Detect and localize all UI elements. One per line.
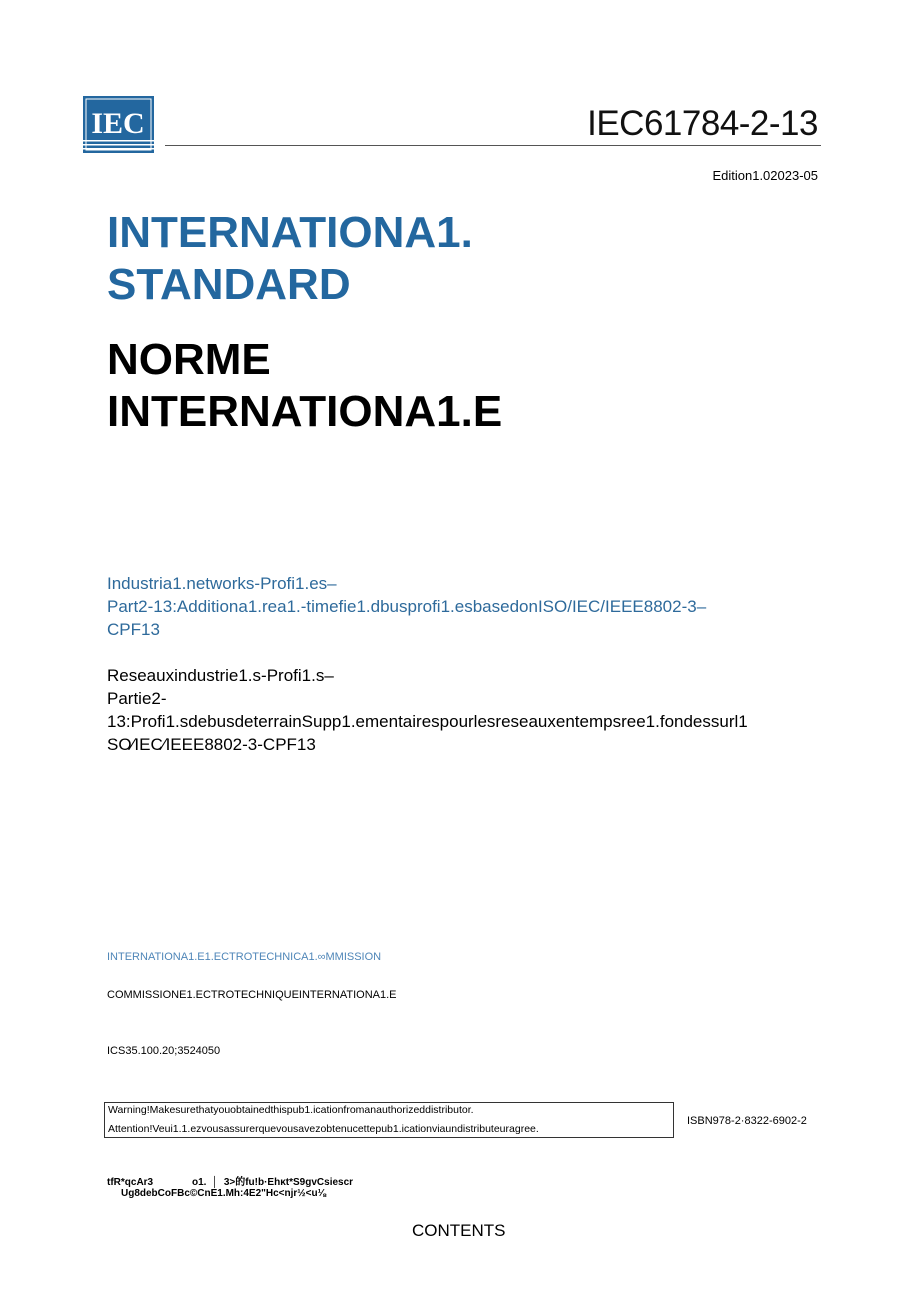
isbn-number: ISBN978-2·8322-6902-2 <box>687 1115 807 1127</box>
title-english <box>107 207 473 311</box>
logo-text: IEC <box>91 107 145 140</box>
subtitle-fr-line-3: 13:Profi1.sdebusdeterrainSupp1.ementairespourlesreseauxentempsree1.fondessurl1 <box>107 712 748 731</box>
warning-box <box>104 1102 674 1138</box>
subtitle-french <box>107 664 748 756</box>
subtitle-fr-line-4: SO∕IEC∕IEEE8802-3-CPF13 <box>107 735 316 754</box>
header-divider <box>165 145 821 146</box>
ics-code: ICS35.100.20;3524050 <box>107 1045 221 1057</box>
title-french <box>107 334 502 438</box>
subtitle-en-line-1: Industria1.networks-Profi1.es– <box>107 574 337 593</box>
subtitle-fr-line-2: Partie2- <box>107 689 167 708</box>
subtitle-en-line-3: CPF13 <box>107 620 160 639</box>
garbled-text-line-2: Ug8debCoFBc©CnE1.Mh:4E2"Hc<njr½<u⅛ <box>121 1188 326 1199</box>
title-en-line-1: INTERNATIONA1. <box>107 208 473 257</box>
garbled-text-line-1: tfR*qcAr3 o1. │ 3>的fu!b·Ehκt*S9gvCsiescr <box>107 1177 354 1188</box>
title-fr-line-1: NORME <box>107 335 271 384</box>
edition-label: Edition1.02023-05 <box>712 168 818 183</box>
warning-text-fr: Attention!Veui1.1.ezvousassurerquevousavezobtenucettepub1.icationviaundistributeuragree. <box>108 1123 539 1135</box>
warning-text-en: Warning!Makesurethatyouobtainedthispub1.icationfromanauthorizeddistributor. <box>108 1104 474 1116</box>
subtitle-english <box>107 572 706 641</box>
iec-logo <box>83 96 154 153</box>
contents-heading: CONTENTS <box>412 1221 506 1240</box>
title-fr-line-2: INTERNATIONA1.E <box>107 387 503 436</box>
subtitle-fr-line-1: Reseauxindustrie1.s-Profi1.s– <box>107 666 334 685</box>
subtitle-en-line-2: Part2-13:Additiona1.rea1.-timefie1.dbusprofi1.esbasedonISO/IEC/IEEE8802-3– <box>107 597 707 616</box>
document-number: IEC61784-2-13 <box>587 104 818 143</box>
commission-french: COMMISSIONE1.ECTROTECHNIQUEINTERNATIONA1.E <box>107 989 397 1001</box>
title-en-line-2: STANDARD <box>107 260 351 309</box>
commission-english: INTERNATIONA1.E1.ECTROTECHNICA1.∞MMISSION <box>107 951 382 963</box>
